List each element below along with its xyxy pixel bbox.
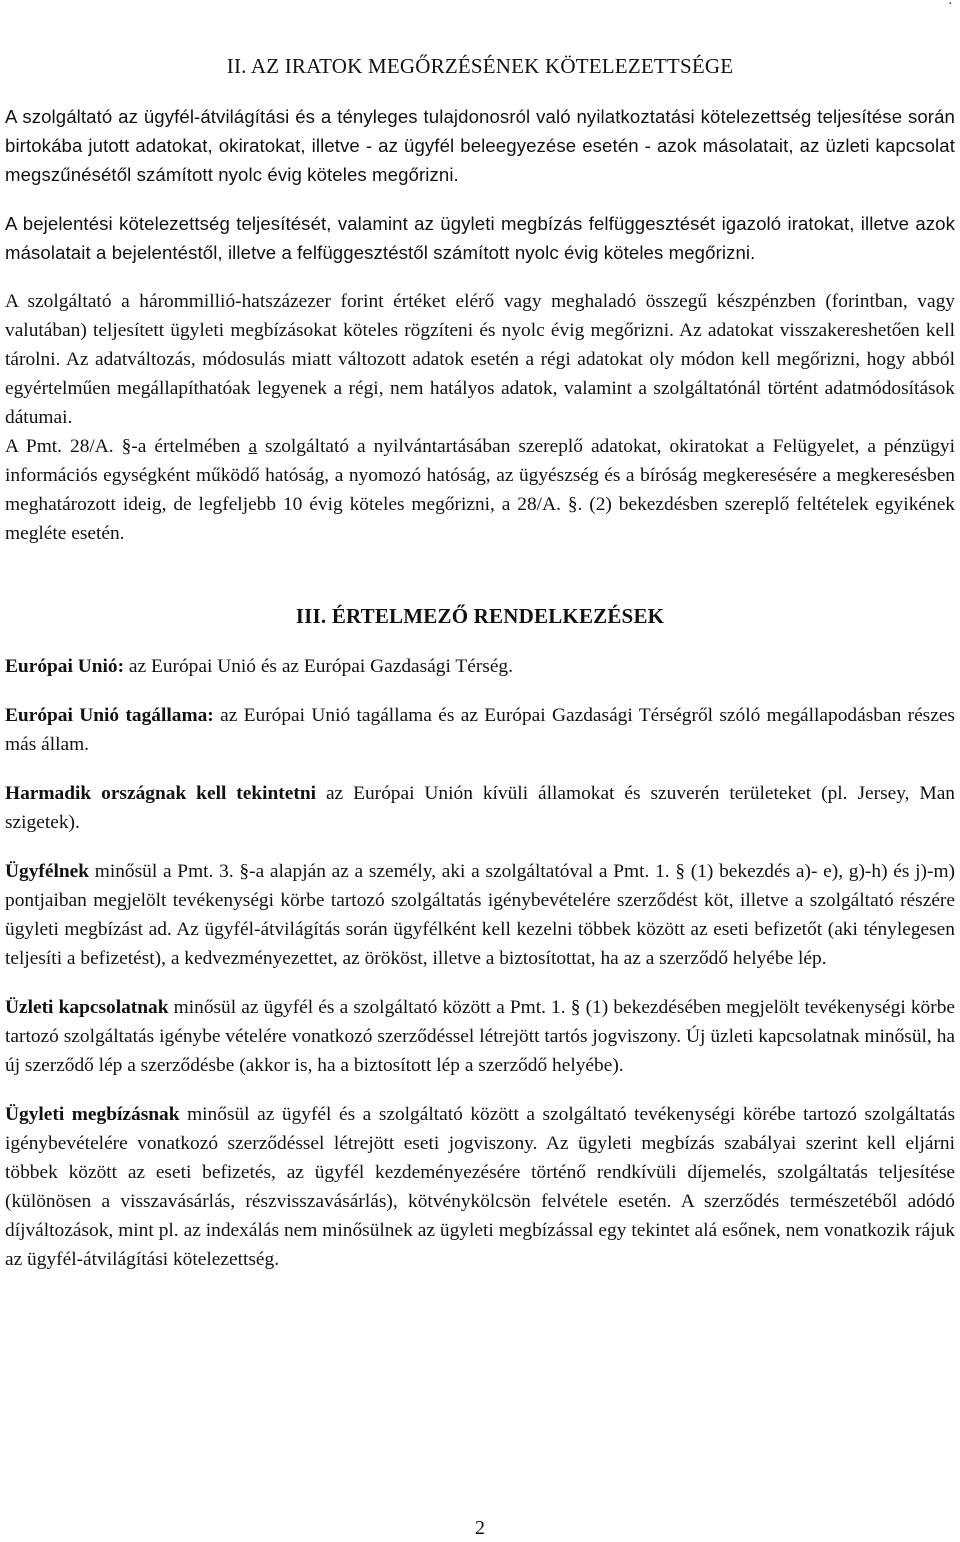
definition-term: Európai Unió: <box>5 656 125 677</box>
definition-text: minősül az ügyfél és a szolgáltató között a szolgáltató tevékenységi körébe tartozó szolgáltatás igénybevételére vonatkozó szerződéssel létrejött eseti jogviszony. Az ügyleti megbízás szabályai szerint kell eljárni többek között az eseti befizetés, az ügyfél kezdeményezésére történő rendkívüli díjemelés, szolgáltatás teljesítése (különösen a visszavásárlás, részvisszavásárlás), kötvénykölcsön felvétele esetén. A szerződés természetéből adódó díjváltozások, mint pl. az indexálás nem minősülnek az ügyleti megbízással egy tekintet alá esőnek, nem vonatkozik rájuk az ügyfél-átvilágítási kötelezettség. <box>5 1104 955 1270</box>
paragraph-4-underlined-word: a <box>248 436 258 457</box>
definition-term: Európai Unió tagállama: <box>5 705 214 726</box>
definition-term: Ügyfélnek <box>5 861 90 882</box>
definition-eu-member-state <box>5 701 955 759</box>
definition-text: minősül a Pmt. 3. §-a alapján az a személy, aki a szolgáltatóval a Pmt. 1. § (1) bekezdés a)- e), g)-h) és j)-m) pontjaiban megjelölt tevékenységi körbe tartozó szolgáltatás igénybevételére szerződést köt, illetve a szolgáltató részére ügyleti megbízást ad. Az ügyfél-átvilágítás során ügyfélként kell kezelni többek között az eseti befizetőt (aki ténylegesen teljesíti a befizetést), a kedvezményezettet, az örököst, illetve a biztosítottat, ha az a szerződő helyébe lép. <box>5 861 955 969</box>
definition-text: az Európai Unión kívüli államokat és szuverén területeket (pl. Jersey, Man szigetek). <box>5 783 955 833</box>
corner-mark: . <box>948 0 952 8</box>
definition-term: Üzleti kapcsolatnak <box>5 997 169 1018</box>
definition-third-country <box>5 779 955 837</box>
section-2-paragraph-3: A szolgáltató a hárommillió-hatszázezer forint értéket elérő vagy meghaladó összegű készpénzben (forintban, vagy valutában) teljesített ügyleti megbízásokat köteles rögzíteni és nyolc évig megőrizni. Az adatokat visszakereshetően kell tárolni. Az adatváltozás, módosulás miatt változott adatok esetén a régi adatokat oly módon kell megőrizni, hogy abból egyértelműen megállapíthatóak legyenek a régi, nem hatályos adatok, valamint a szolgáltatónál történt adatmódosítások dátumai. <box>5 291 955 428</box>
definition-eu <box>5 652 955 681</box>
section-2-paragraph-1: A szolgáltató az ügyfél-átvilágítási és a tényleges tulajdonosról való nyilatkoztatási kötelezettség teljesítése során birtokába jutott adatokat, okiratokat, illetve - az ügyfél beleegyezése esetén - azok másolatait, az üzleti kapcsolat megszűnésétől számított nyolc évig köteles megőrizni. <box>5 106 955 185</box>
definition-transaction-order <box>5 1100 955 1274</box>
definition-term: Ügyleti megbízásnak <box>5 1104 180 1125</box>
definition-business-relationship <box>5 993 955 1080</box>
definition-term: Harmadik országnak kell tekintetni <box>5 783 316 804</box>
definition-text: az Európai Unió és az Európai Gazdasági Térség. <box>124 656 513 677</box>
section-2-paragraph-2: A bejelentési kötelezettség teljesítését, valamint az ügyleti megbízás felfüggesztését igazoló iratokat, illetve azok másolatait a bejelentéstől, illetve a felfüggesztéstől számított nyolc évig köteles megőrizni. <box>5 213 955 263</box>
section-3-heading: III. ÉRTELMEZŐ RENDELKEZÉSEK <box>295 604 665 628</box>
section-2-paragraph-4 <box>5 432 955 548</box>
document-page <box>5 50 955 1294</box>
definition-text: az Európai Unió tagállama és az Európai Gazdasági Térségről szóló megállapodásban részes más állam. <box>5 705 955 755</box>
paragraph-4-rest: szolgáltató a nyilvántartásában szereplő adatokat, okiratokat a Felügyelet, a pénzügyi információs egységként működő hatóság, a nyomozó hatóság, az ügyészség és a bíróság megkeresésére a megkeresésben meghatározott ideig, de legfeljebb 10 évig köteles megőrizni, a 28/A. §. (2) bekezdésben szereplő feltételek egyikének megléte esetén. <box>5 436 955 544</box>
definition-text: minősül az ügyfél és a szolgáltató között a Pmt. 1. § (1) bekezdésében megjelölt tevékenységi körbe tartozó szolgáltatás igénybe vételére vonatkozó szerződéssel létrejött tartós jogviszony. Új üzleti kapcsolatnak minősül, ha új szerződő lép a szerződésbe (akkor is, ha a biztosított lép a szerződő helyébe). <box>5 997 956 1076</box>
paragraph-4-lead: A Pmt. 28/A. §-a értelmében <box>5 436 249 457</box>
definition-client <box>5 857 955 973</box>
section-2-heading: II. AZ IRATOK MEGŐRZÉSÉNEK KÖTELEZETTSÉGE <box>226 54 734 78</box>
page-number: 2 <box>475 1517 485 1539</box>
